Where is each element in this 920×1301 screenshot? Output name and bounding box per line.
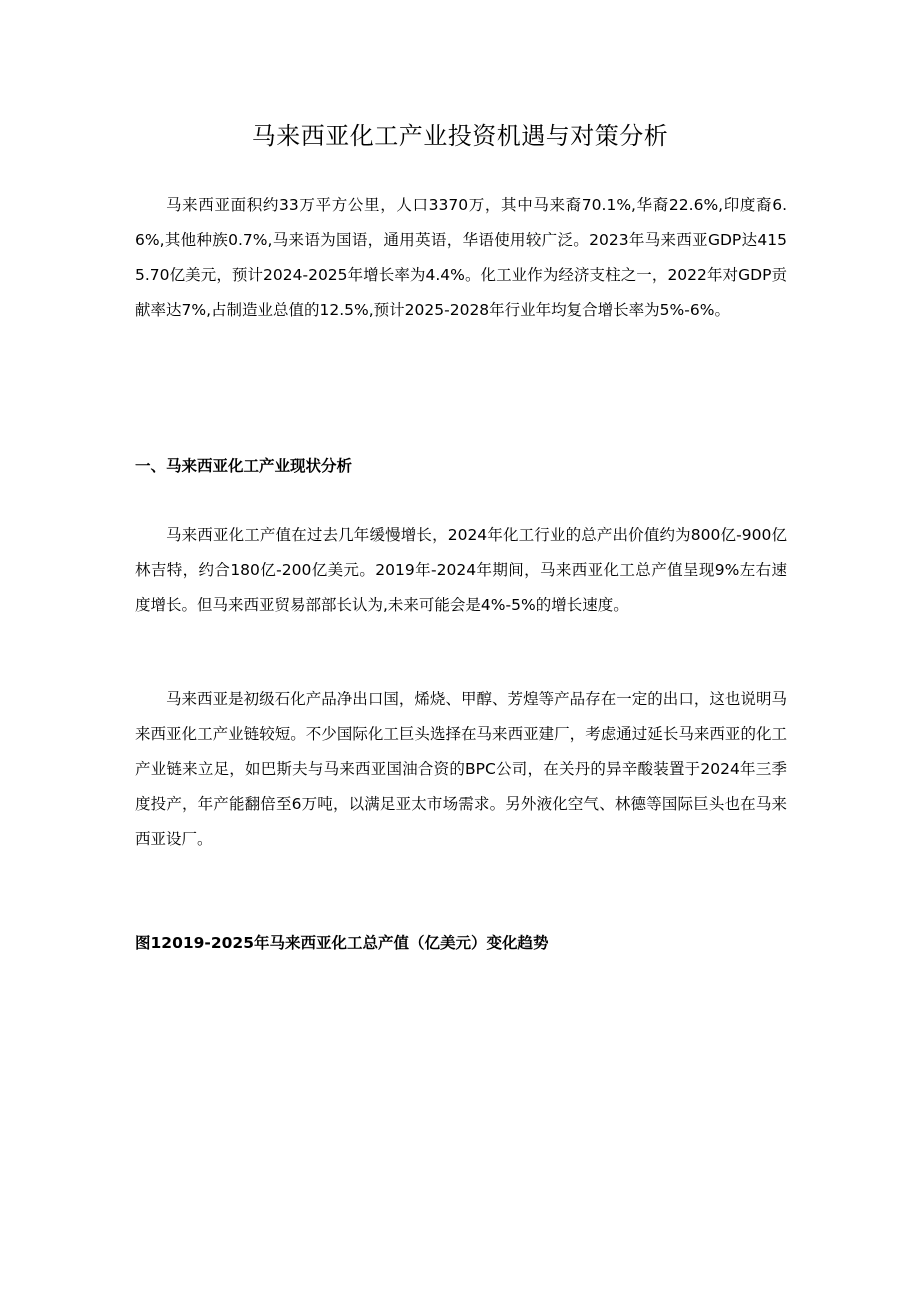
section1-paragraph-1: 马来西亚化工产值在过去几年缓慢增长，2024年化工行业的总产出价值约为800亿-900亿林吉特，约合180亿-200亿美元。2019年-2024年期间，马来西亚化工总产值呈现9%左右速度增长。但马来西亚贸易部部长认为,未来可能会是4%-5%的增长速度。 bbox=[135, 526, 787, 614]
section-heading-1: 一、马来西亚化工产业现状分析 bbox=[135, 457, 353, 475]
intro-paragraph: 马来西亚面积约33万平方公里，人口3370万，其中马来裔70.1%,华裔22.6%,印度裔6.6%,其他种族0.7%,马来语为国语，通用英语，华语使用较广泛。2023年马来西亚GDP达4155.70亿美元，预计2024-2025年增长率为4.4%。化工业作为经济支柱之一，2022年对GDP贡献率达7%,占制造业总值的12.5%,预计2025-2028年行业年均复合增长率为5%-6%。 bbox=[135, 196, 787, 319]
section1-paragraph-2: 马来西亚是初级石化产品净出口国，烯烧、甲醇、芳煌等产品存在一定的出口，这也说明马来西亚化工产业链较短。不少国际化工巨头选择在马来西亚建厂，考虑通过延长马来西亚的化工产业链来立足，如巴斯夫与马来西亚国油合资的BPC公司，在关丹的异辛酸装置于2024年三季度投产，年产能翻倍至6万吨，以满足亚太市场需求。另外液化空气、林德等国际巨头也在马来西亚设厂。 bbox=[135, 690, 787, 848]
document-title: 马来西亚化工产业投资机遇与对策分析 bbox=[251, 122, 669, 150]
figure-caption: 图12019-2025年马来西亚化工总产值（亿美元）变化趋势 bbox=[135, 934, 549, 952]
